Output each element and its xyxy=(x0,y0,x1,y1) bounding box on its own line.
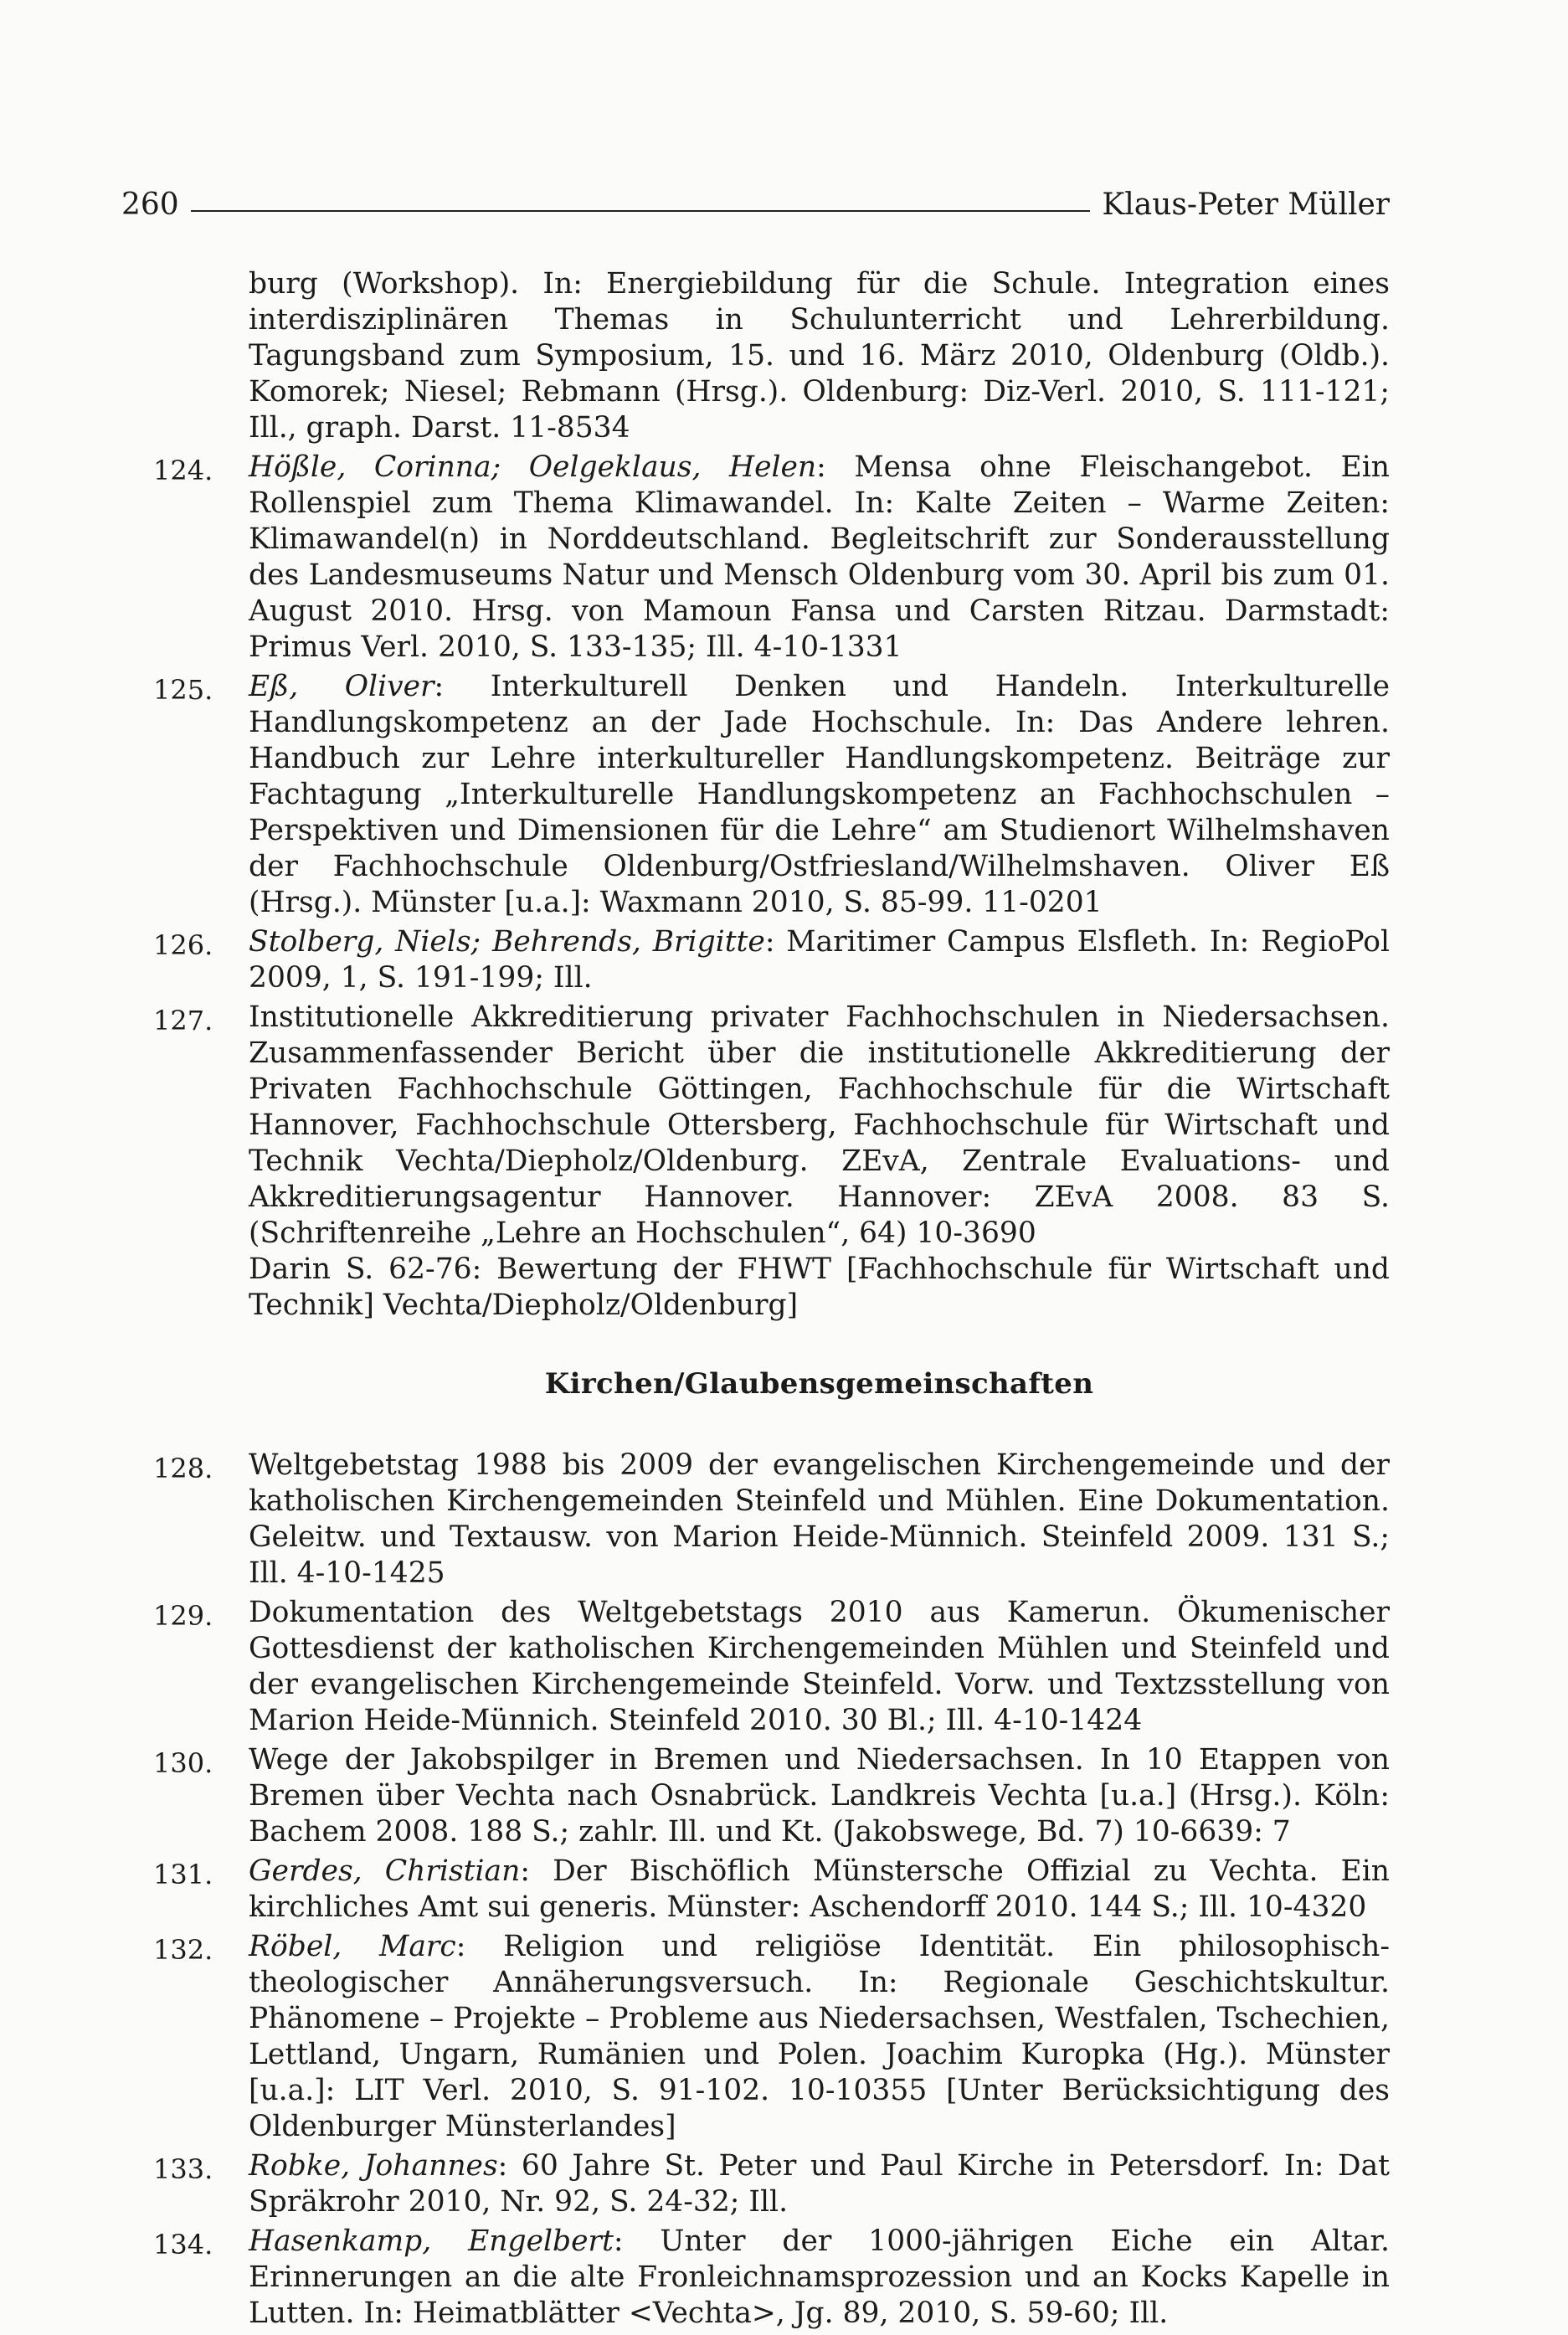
entry-author: Hößle, Corinna; Oelgeklaus, Helen xyxy=(249,450,817,484)
bibliography-entry xyxy=(121,924,1390,996)
entry-number: 125. xyxy=(153,674,213,706)
entry-author: Hasenkamp, Engelbert xyxy=(249,2224,614,2258)
entry-text: burg (Workshop). In: Energiebildung für die Schule. Integration eines interdisziplinären Themas in Schulunterricht und Lehrerbildung. Tagungsband zum Symposium, 15. und 16. März 2010, Oldenburg (Oldb.). Komorek; Niesel; Rebmann (Hrsg.). Oldenburg: Diz-Verl. 2010, S. 111-121; Ill., graph. Darst. 11-8534 xyxy=(249,267,1390,445)
entry-author: Robke, Johannes xyxy=(249,2149,498,2183)
entry-text: Institutionelle Akkreditierung privater Fachhochschulen in Niedersachsen. Zusammenfassender Bericht über die institutionelle Akkreditierung der Privaten Fachhochschule Göttingen, Fachhochschule für die Wirtschaft Hannover, Fachhochschule Ottersberg, Fachhochschule für Wirtschaft und Technik Vechta/Diepholz/Oldenburg. ZEvA, Zentrale Evaluations- und Akkreditierungsagentur Hannover. Hannover: ZEvA 2008. 83 S. (Schriftenreihe „Lehre an Hochschulen“, 64) 10-3690 xyxy=(249,1000,1390,1250)
bibliography-entry xyxy=(121,1448,1390,1592)
entry-text: : Mensa ohne Fleischangebot. Ein Rollenspiel zum Thema Klimawandel. In: Kalte Zeiten – Warme Zeiten: Klimawandel(n) in Norddeutschland. Begleitschrift zur Sonderausstellung des Landesmuseums Natur und Mensch Oldenburg vom 30. April bis zum 01. August 2010. Hrsg. von Mamoun Fansa und Carsten Ritzau. Darmstadt: Primus Verl. 2010, S. 133-135; Ill. 4-10-1331 xyxy=(249,450,1390,664)
section-heading: Kirchen/Glaubensgemeinschaften xyxy=(544,1367,1094,1401)
continuation-entry xyxy=(121,266,1390,446)
entry-text: : Maritimer Campus Elsfleth. In: RegioPol 2009, 1, S. 191-199; Ill. xyxy=(249,925,1390,995)
entry-text: : Religion und religiöse Identität. Ein philosophisch-theologischer Annäherungsversuch. In: Regionale Geschichtskultur. Phänomene – Projekte – Probleme aus Niedersachsen, Westfalen, Tschechien, Lettland, Ungarn, Rumänien und Polen. Joachim Kuropka (Hg.). Münster [u.a.]: LIT Verl. 2010, S. 91-102. 10-10355 [Unter Berücksichtigung des Oldenburger Münsterlandes] xyxy=(249,1930,1390,2143)
bibliography-entry xyxy=(121,1000,1390,1324)
entry-text: : Unter der 1000-jährigen Eiche ein Altar. Erinnerungen an die alte Fronleichnamsprozession und an Kocks Kapelle in Lutten. In: Heimatblätter <Vechta>, Jg. 89, 2010, S. 59-60; Ill. xyxy=(249,2224,1390,2330)
bibliography-entry xyxy=(121,450,1390,666)
entry-text: : Interkulturell Denken und Handeln. Interkulturelle Handlungskompetenz an der Jade Hochschule. In: Das Andere lehren. Handbuch zur Lehre interkultureller Handlungskompetenz. Beiträge zur Fachtagung „Interkulturelle Handlungskompetenz an Fachhochschulen – Perspektiven und Dimensionen für die Lehre“ am Studienort Wilhelmshaven der Fachhochschule Oldenburg/Ostfriesland/Wilhelmshaven. Oliver Eß (Hrsg.). Münster [u.a.]: Waxmann 2010, S. 85-99. 11-0201 xyxy=(249,670,1390,919)
entry-author: Stolberg, Niels; Behrends, Brigitte xyxy=(249,925,765,959)
entry-number: 133. xyxy=(153,2153,213,2185)
entry-number: 127. xyxy=(153,1005,213,1036)
entry-text: Weltgebetstag 1988 bis 2009 der evangelischen Kirchengemeinde und der katholischen Kirchengemeinden Steinfeld und Mühlen. Eine Dokumentation. Geleitw. und Textausw. von Marion Heide-Münnich. Steinfeld 2009. 131 S.; Ill. 4-10-1425 xyxy=(249,1448,1390,1590)
running-head: Klaus-Peter Müller xyxy=(1102,188,1390,222)
page-number: 260 xyxy=(121,188,179,222)
entry-number: 128. xyxy=(153,1453,213,1484)
bibliography-body xyxy=(121,266,1390,2335)
entry-number: 134. xyxy=(153,2229,213,2260)
bibliography-entry xyxy=(121,1929,1390,2145)
entry-note: Darin S. 62-76: Bewertung der FHWT [Fachhochschule für Wirtschaft und Technik] Vechta/Diepholz/Oldenburg] xyxy=(249,1252,1390,1322)
entry-text: Wege der Jakobspilger in Bremen und Niedersachsen. In 10 Etappen von Bremen über Vechta nach Osnabrück. Landkreis Vechta [u.a.] (Hrsg.). Köln: Bachem 2008. 188 S.; zahlr. Ill. und Kt. (Jakobswege, Bd. 7) 10-6639: 7 xyxy=(249,1743,1390,1849)
bibliography-entry xyxy=(121,2148,1390,2220)
bibliography-entry xyxy=(121,669,1390,921)
entry-text: : Der Bischöflich Münstersche Offizial zu Vechta. Ein kirchliches Amt sui generis. Münster: Aschendorff 2010. 144 S.; Ill. 10-4320 xyxy=(249,1854,1390,1924)
entry-text: Dokumentation des Weltgebetstags 2010 aus Kamerun. Ökumenischer Gottesdienst der katholischen Kirchengemeinden Mühlen und Steinfeld und der evangelischen Kirchengemeinde Steinfeld. Vorw. und Textzsstellung von Marion Heide-Münnich. Steinfeld 2010. 30 Bl.; Ill. 4-10-1424 xyxy=(249,1596,1390,1737)
entry-author: Eß, Oliver xyxy=(249,670,434,703)
entry-number: 126. xyxy=(153,929,213,961)
bibliography-entry xyxy=(121,1854,1390,1926)
entry-number: 129. xyxy=(153,1600,213,1632)
entry-number: 124. xyxy=(153,455,213,486)
header-rule xyxy=(191,210,1091,212)
entry-number: 131. xyxy=(153,1859,213,1890)
entry-number: 130. xyxy=(153,1747,213,1779)
bibliography-entry xyxy=(121,1595,1390,1739)
page-header xyxy=(121,172,1390,222)
entry-author: Gerdes, Christian xyxy=(249,1854,521,1888)
entry-number: 132. xyxy=(153,1934,213,1966)
bibliography-entry xyxy=(121,1742,1390,1850)
entry-author: Röbel, Marc xyxy=(249,1930,456,1963)
entry-text: : 60 Jahre St. Peter und Paul Kirche in Petersdorf. In: Dat Spräkrohr 2010, Nr. 92, S. 24-32; Ill. xyxy=(249,2149,1391,2219)
bibliography-entry xyxy=(121,2224,1390,2332)
